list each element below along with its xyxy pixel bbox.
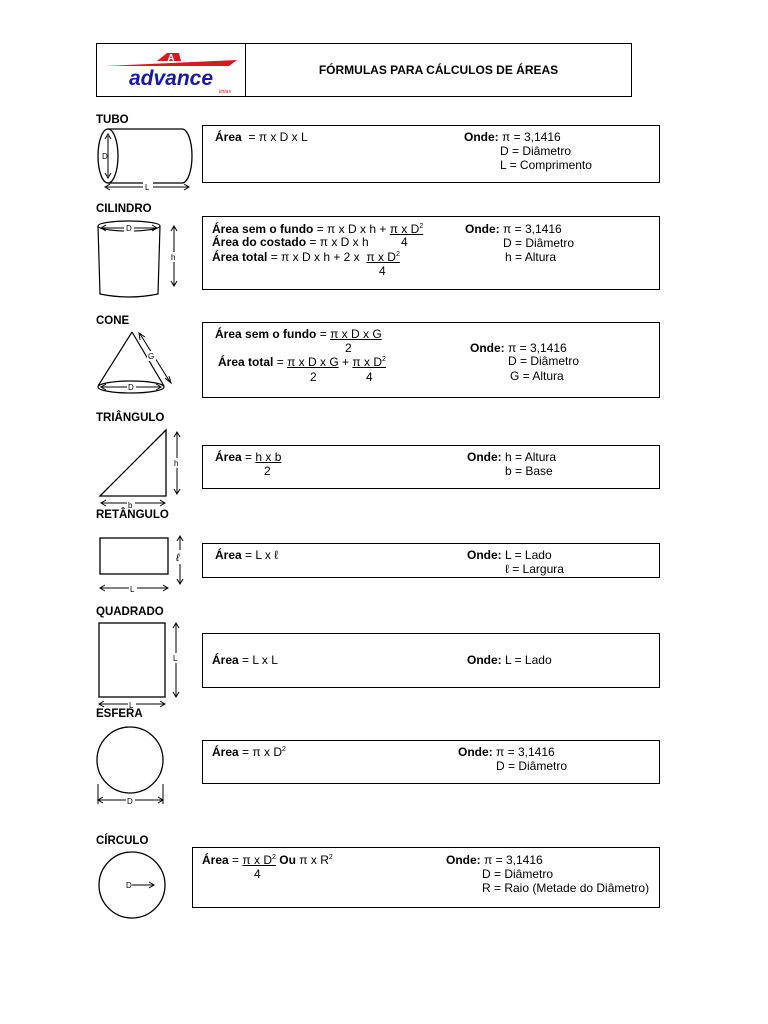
square-figure [96,620,188,710]
triangulo-onde-1: Onde: h = Altura [467,450,557,464]
cone-line-2: Área total = π x D x G + π x $D^2$ [218,355,386,369]
page-title: FÓRMULAS PARA CÁLCULOS DE ÁREAS [318,63,559,77]
logo-cell [97,44,246,96]
cone-figure [96,330,176,400]
circulo-den: 4 [254,867,261,881]
advance-logo [97,44,245,96]
section-title-tubo: TUBO [96,114,129,126]
triangulo-area-line: Área = h x b [215,450,282,464]
rectangle-figure [96,534,188,596]
retangulo-area-line: Área = L x ℓ [215,548,279,562]
cone-onde-2: D = Diâmetro [508,354,580,368]
circulo-area-line: Área = π x $D^2$ Ou π x $R^2$ [202,853,333,867]
esfera-onde-1: Onde: π = 3,1416 [458,745,555,759]
retangulo-onde-1: Onde: L = Lado [467,548,552,562]
retangulo-onde-2: ℓ = Largura [505,562,564,576]
section-title-quadrado: QUADRADO [96,606,164,618]
cilindro-onde-1: Onde: π = 3,1416 [465,222,562,236]
cone-den-1: 2 [345,341,352,355]
cylinder-figure [96,218,186,302]
tubo-onde-2: D = Diâmetro [500,144,572,158]
svg-text:A: A [167,53,175,64]
svg-text:L: L [173,654,178,663]
svg-text:D: D [126,881,132,890]
cone-den-2: 2 [310,370,317,384]
svg-text:D: D [127,797,133,806]
header-table [96,43,632,97]
tube-figure [96,128,196,190]
triangle-figure [96,426,186,508]
svg-text:h: h [174,459,179,468]
tubo-area-line: Área = π x D x L [215,130,308,144]
cilindro-onde-3: h = Altura [505,250,557,264]
triangulo-den: 2 [264,464,271,478]
svg-text:D: D [126,224,132,233]
svg-text:tintas: tintas [219,89,231,95]
svg-text:L: L [129,701,134,710]
section-title-cone: CONE [96,315,130,327]
svg-text:L: L [145,183,150,192]
tubo-onde-3: L = Comprimento [500,158,592,172]
svg-text:G: G [148,352,155,361]
circulo-onde-2: D = Diâmetro [482,867,554,881]
cilindro-line-1: Área sem o fundo = π x D x h + π x $D^2$ [212,222,424,236]
svg-text:advance: advance [128,67,214,90]
svg-text:D: D [128,383,134,392]
cilindro-onde-2: D = Diâmetro [503,236,575,250]
cone-line-1: Área sem o fundo = π x D x G [215,327,382,341]
cone-onde-3: G = Altura [510,369,564,383]
cone-onde-1: Onde: π = 3,1416 [470,341,567,355]
section-title-retangulo: RETÂNGULO [96,509,169,521]
quadrado-area-line: Área = L x L [212,653,278,667]
svg-text:h: h [171,253,176,262]
svg-text:L: L [130,585,135,594]
cone-den-3: 4 [366,370,373,384]
section-title-triangulo: TRIÂNGULO [96,412,165,424]
section-title-circulo: CÍRCULO [96,835,149,847]
esfera-onde-2: D = Diâmetro [496,759,568,773]
circulo-onde-1: Onde: π = 3,1416 [446,853,543,867]
circle-figure [96,850,170,924]
section-title-esfera: ESFERA [96,708,143,720]
tubo-onde-1: Onde: π = 3,1416 [464,130,561,144]
esfera-area-line: Área = π x $D^2$ [212,745,286,759]
cilindro-den-2: 4 [379,264,386,278]
svg-text:ℓ: ℓ [176,552,180,564]
circulo-onde-3: R = Raio (Metade do Diâmetro) [482,881,650,895]
sphere-figure [96,722,176,810]
cilindro-line-2: Área do costado = π x D x h [212,235,369,249]
cilindro-den-1: 4 [401,235,408,249]
quadrado-onde-1: Onde: L = Lado [467,653,552,667]
cilindro-line-3: Área total = π x D x h + 2 x π x $D^2$ [212,250,400,264]
section-title-cilindro: CILINDRO [96,203,152,215]
triangulo-onde-2: b = Base [505,464,553,478]
svg-text:b: b [128,501,133,510]
svg-text:D: D [102,152,108,161]
